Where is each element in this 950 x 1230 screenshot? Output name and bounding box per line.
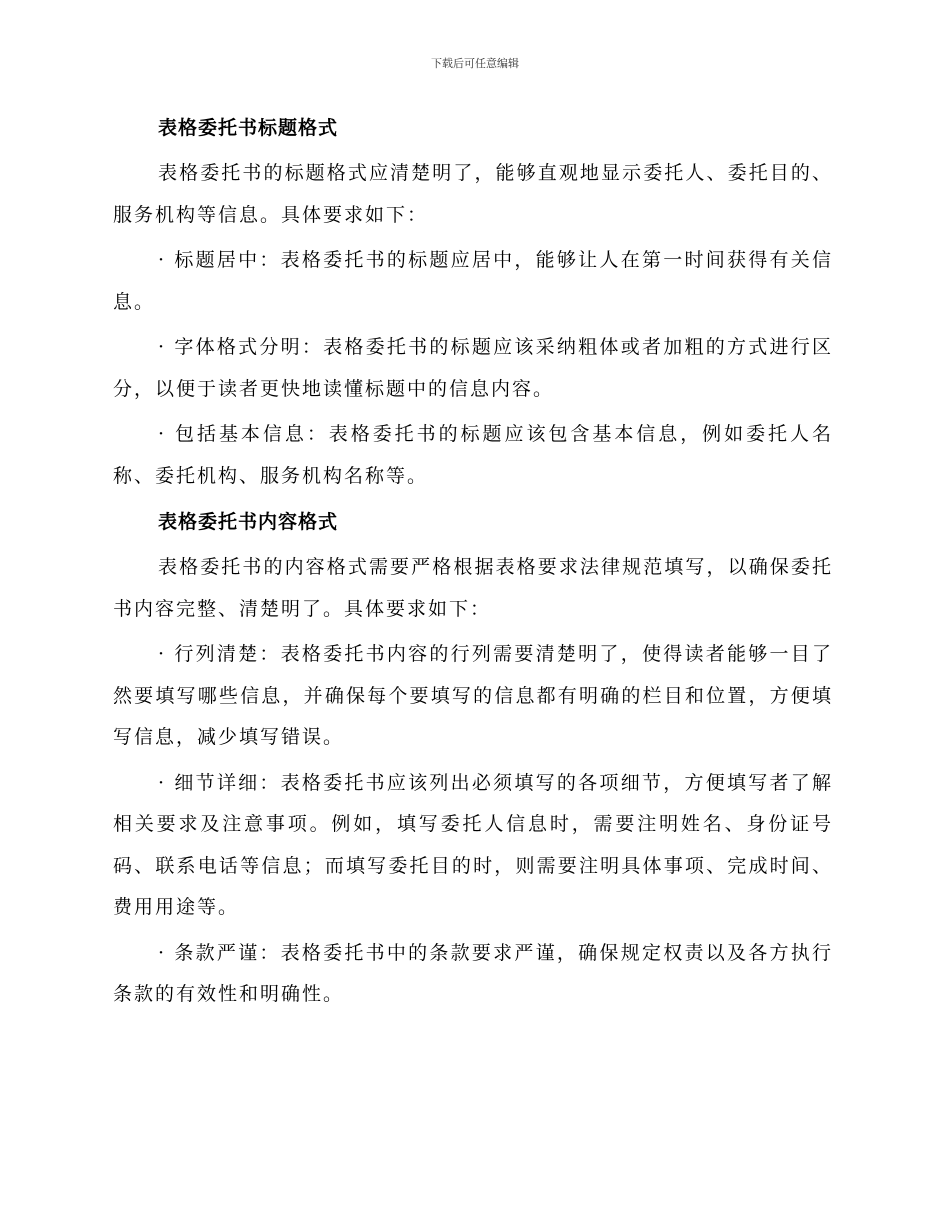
section-heading: 表格委托书内容格式 bbox=[158, 511, 339, 533]
document-body bbox=[113, 107, 833, 1020]
section-heading: 表格委托书标题格式 bbox=[158, 117, 339, 139]
bullet-item: · 行列清楚：表格委托书内容的行列需要清楚明了，使得读者能够一目了然要填写哪些信息，并确保每个要填写的信息都有明确的栏目和位置，方便填写信息，减少填写错误。 bbox=[113, 643, 833, 748]
bullet-item: · 细节详细：表格委托书应该列出必须填写的各项细节，方便填写者了解相关要求及注意事项。例如，填写委托人信息时，需要注明姓名、身份证号码、联系电话等信息；而填写委托目的时，则需要注明具体事项、完成时间、费用用途等。 bbox=[113, 771, 833, 918]
bullet-item: · 标题居中：表格委托书的标题应居中，能够让人在第一时间获得有关信息。 bbox=[113, 249, 833, 313]
section-intro: 表格委托书的内容格式需要严格根据表格要求法律规范填写，以确保委托书内容完整、清楚明了。具体要求如下： bbox=[113, 556, 833, 620]
bullet-item: · 包括基本信息：表格委托书的标题应该包含基本信息，例如委托人名称、委托机构、服务机构名称等。 bbox=[113, 423, 833, 487]
bullet-item: · 条款严谨：表格委托书中的条款要求严谨，确保规定权责以及各方执行条款的有效性和明确性。 bbox=[113, 941, 833, 1005]
section-intro: 表格委托书的标题格式应清楚明了，能够直观地显示委托人、委托目的、服务机构等信息。具体要求如下： bbox=[113, 162, 833, 226]
page-header-note: 下载后可任意编辑 bbox=[431, 57, 519, 70]
section-title-format bbox=[113, 107, 833, 497]
bullet-item: · 字体格式分明：表格委托书的标题应该采纳粗体或者加粗的方式进行区分，以便于读者更快地读懂标题中的信息内容。 bbox=[113, 336, 833, 400]
section-content-format bbox=[113, 501, 833, 1016]
